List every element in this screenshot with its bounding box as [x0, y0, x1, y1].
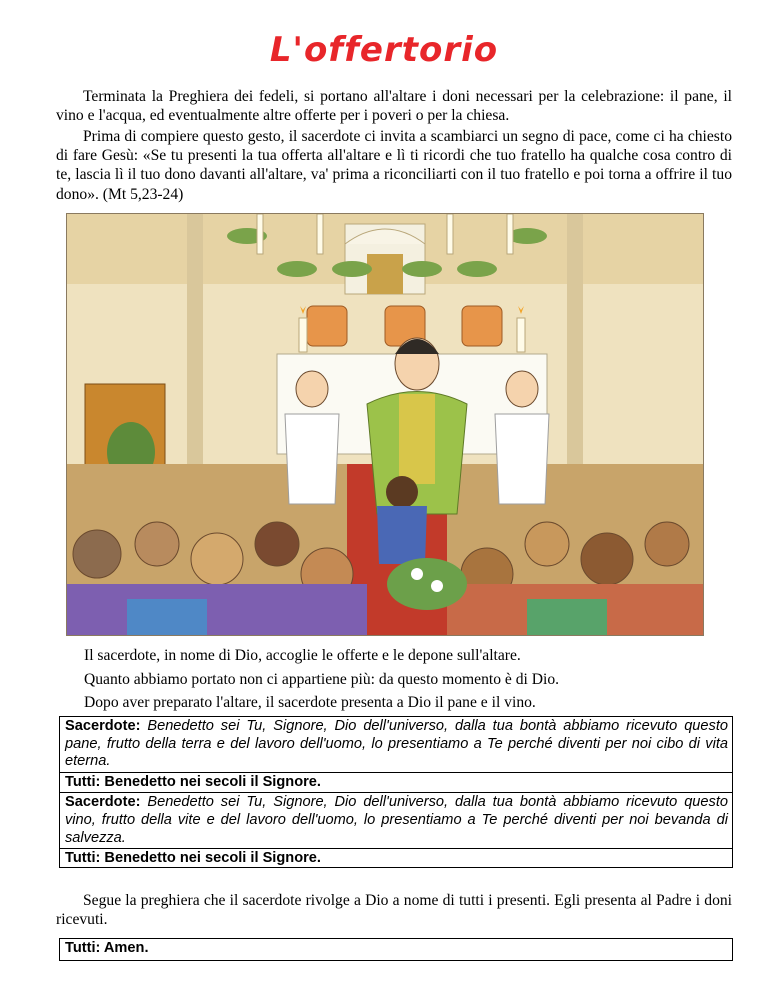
prayer-text: Benedetto sei Tu, Signore, Dio dell'universo, dalla tua bontà abbiamo ricevuto questo pane, frutto della terra e del lavoro dell'uomo, lo presentiamo a Te perché diventi per noi cibo di vita eterna. [65, 718, 729, 770]
amen-text: Tutti: Amen. [65, 940, 149, 956]
prayer-priest-bread [60, 717, 732, 772]
response-text: Tutti: Benedetto nei secoli il Signore. [65, 850, 321, 867]
amen-row [60, 939, 732, 959]
speaker-label: Sacerdote: [65, 794, 148, 811]
amen-box [59, 938, 733, 961]
prayer-text: Benedetto sei Tu, Signore, Dio dell'universo, dalla tua bontà abbiamo ricevuto questo vino, frutto della vite e del lavoro dell'uomo, lo presentiamo a Te perché diventi per noi bevanda di salvezza. [65, 794, 729, 846]
caption-1: Il sacerdote, in nome di Dio, accoglie le offerte e le depone sull'altare. [84, 647, 521, 664]
caption-2: Quanto abbiamo portato non ci appartiene più: da questo momento è di Dio. [84, 671, 560, 688]
prayer-box [59, 716, 733, 868]
caption-3: Dopo aver preparato l'altare, il sacerdote presenta a Dio il pane e il vino. [84, 694, 536, 711]
intro-paragraph-2: Prima di compiere questo gesto, il sacerdote ci invita a scambiarci un segno di pace, come ci ha chiesto di fare Gesù: «Se tu presenti la tua offerta all'altare e lì ti ricordi che tuo fratello ha qualche cosa contro di te, lascia lì il tuo dono davanti all'altare, va' prima a riconciliarti con il tuo fratello e poi torna a offrire il tuo dono». (Mt 5,23-24) [56, 128, 732, 203]
speaker-label: Sacerdote: [65, 718, 148, 734]
page-title: L'offertorio [269, 30, 499, 70]
intro-paragraph-1: Terminata la Preghiera dei fedeli, si portano all'altare i doni necessari per la celebrazione: il pane, il vino e l'acqua, ed eventualmente altre offerte per i poveri o per la chiesa. [56, 88, 732, 125]
closing-paragraph: Segue la preghiera che il sacerdote rivolge a Dio a nome di tutti i presenti. Egli presenta al Padre i doni ricevuti. [56, 892, 732, 929]
prayer-response [60, 772, 732, 793]
prayer-priest-wine [60, 792, 732, 848]
response-text: Tutti: Benedetto nei secoli il Signore. [65, 773, 321, 790]
prayer-response [60, 848, 732, 869]
offertory-illustration [66, 213, 704, 636]
